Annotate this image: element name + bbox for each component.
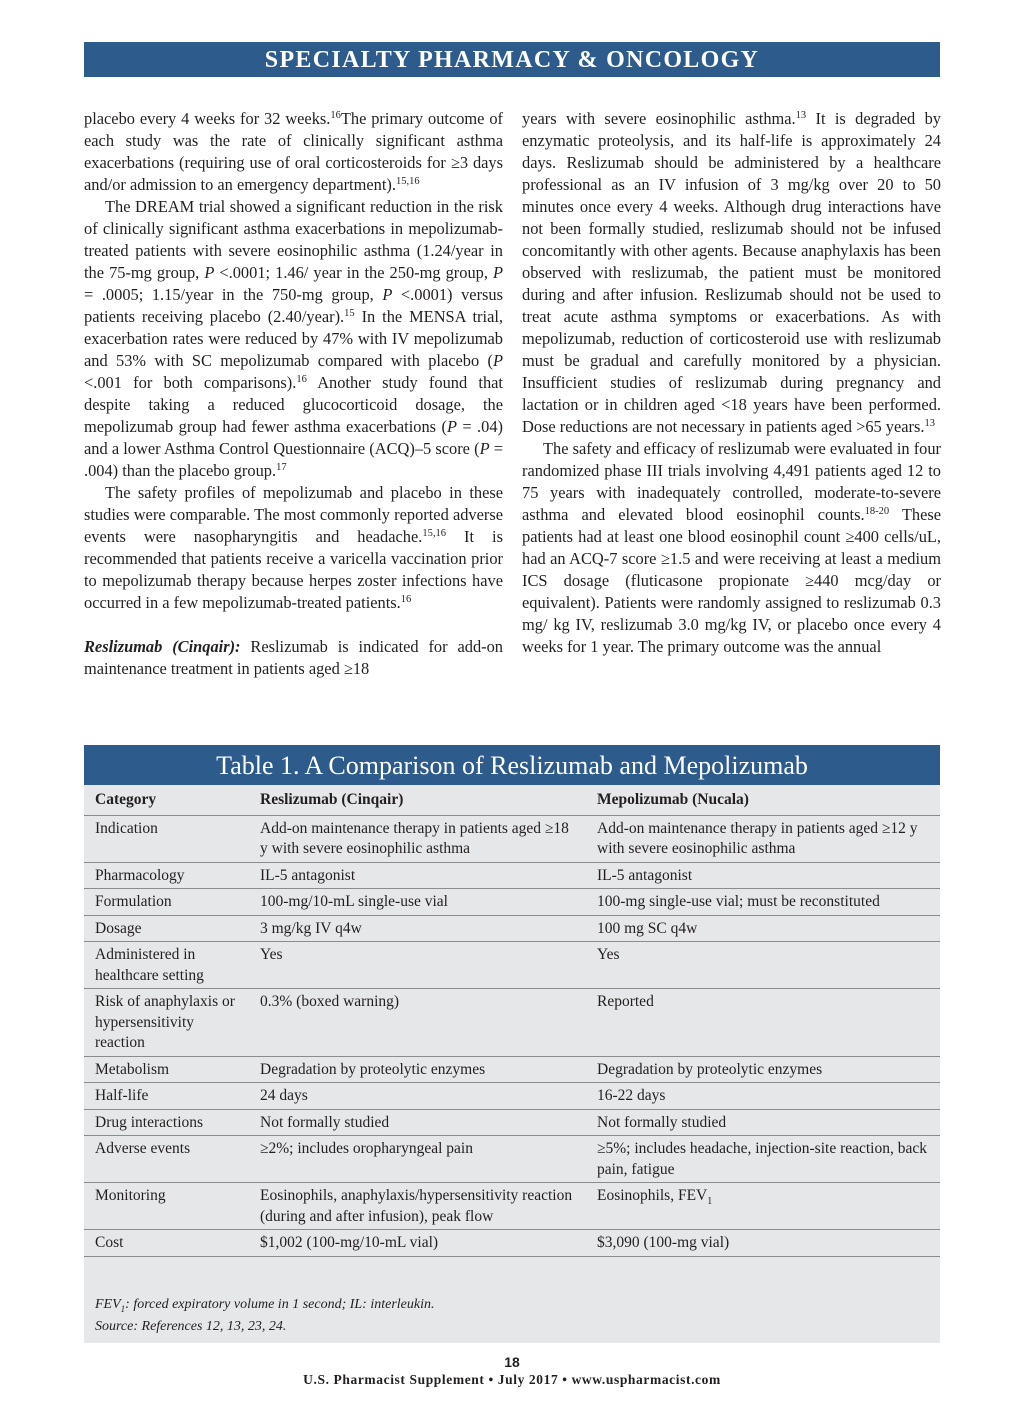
table-title: Table 1. A Comparison of Reslizumab and Mepolizumab (84, 745, 940, 785)
table-row: Formulation 100-mg/10-mL single-use vial 100-mg single-use vial; must be reconstituted (84, 889, 940, 916)
comparison-table (84, 785, 940, 1257)
section-banner (84, 42, 940, 77)
table-row: Monitoring Eosinophils, anaphylaxis/hypersensitivity reaction (during and after infusion), peak flow Eosinophils, $FEV_1$ (84, 1183, 940, 1230)
table-footnote: $FEV_1$: forced expiratory volume in 1 second; IL: interleukin. Source: References 12, 13, 23, 24. (95, 1297, 435, 1334)
comparison-table-box (84, 745, 940, 1343)
left-paragraph-2: The DREAM trial showed a significant reduction in the risk of clinically significant asthma exacerbations in mepolizumab-treated patients with severe eosinophilic asthma (1.24/year in the 75-mg group, P <.0001; 1.46/ year in the 250-mg group, P = .0005; 1.15/year in the 750-mg group, P <.0001) versus patients receiving placebo (2.40/year).$^{15}$ In the MENSA trial, exacerbation rates were reduced by 47% with IV mepolizumab and 53% with SC mepolizumab compared with placebo (P <.001 for both comparisons).$^{16}$ Another study found that despite taking a reduced glucocorticoid dosage, the mepolizumab group had fewer asthma exacerbations (P = .04) and a lower Asthma Control Questionnaire (ACQ)–5 score (P = .004) than the placebo group.$^{17}$ (84, 197, 504, 480)
header-mepolizumab: Mepolizumab (Nucala) (597, 791, 749, 808)
right-paragraph-2: The safety and efficacy of reslizumab were evaluated in four randomized phase III trials involving 4,491 patients aged 12 to 75 years with inadequately controlled, moderate-to-severe asthma and elevated blood eosinophil counts.$^{18-20}$ These patients had at least one blood eosinophil count ≥400 cells/uL, had an ACQ-7 score ≥1.5 and were receiving at least a medium ICS dosage (fluticasone propionate ≥440 mcg/day or equivalent). Patients were randomly assigned to reslizumab 0.3 mg/ kg IV, reslizumab 3.0 mg/kg IV, or placebo once every 4 weeks for 1 year. The primary outcome was the annual (522, 439, 942, 656)
left-paragraph-1: placebo every 4 weeks for 32 weeks.$^{16}$The primary outcome of each study was the rate of clinically significant asthma exacerbations (requiring use of oral corticosteroids for ≥3 days and/or admission to an emergency department).$^{15,16}$ (84, 109, 503, 194)
table-row: Adverse events ≥2%; includes oropharyngeal pain ≥5%; includes headache, injection-site reaction, back pain, fatigue (84, 1136, 940, 1183)
left-paragraph-4: Reslizumab (Cinqair): Reslizumab is indicated for add-on maintenance treatment in patients aged ≥18 (84, 637, 503, 678)
page-number: 18 (504, 1354, 520, 1370)
right-paragraph-1: years with severe eosinophilic asthma.$^{13}$ It is degraded by enzymatic proteolysis, and its half-life is approximately 24 days. Reslizumab should be administered by a healthcare professional as an IV infusion of 3 mg/kg over 20 to 50 minutes once every 4 weeks. Although drug interactions have not been formally studied, reslizumab should not be infused concomitantly with other agents. Because anaphylaxis has been observed with reslizumab, the patient must be monitored during and after infusion. Reslizumab should not be used to treat acute asthma symptoms or exacerbations. As with mepolizumab, reduction of corticosteroid use with reslizumab must be gradual and carefully monitored by a physician. Insufficient studies of reslizumab during pregnancy and lactation or in children aged <18 years have been performed. Dose reductions are not necessary in patients aged >65 years.$^{13}$ (522, 109, 941, 436)
section-title: SPECIALTY PHARMACY & ONCOLOGY (264, 47, 760, 73)
table-row: Cost $1,002 (100-mg/10-mL vial) $3,090 (100-mg vial) (84, 1230, 940, 1257)
header-reslizumab: Reslizumab (Cinqair) (260, 791, 404, 808)
table-row: Pharmacology IL-5 antagonist IL-5 antagonist (84, 862, 940, 889)
right-text-column (522, 108, 941, 658)
table-row: Drug interactions Not formally studied Not formally studied (84, 1109, 940, 1136)
table-row: Administered in healthcare setting Yes Yes (84, 942, 940, 989)
table-header-row (84, 785, 940, 815)
reslizumab-heading: Reslizumab (Cinqair): (84, 637, 241, 656)
table-row: Metabolism Degradation by proteolytic enzymes Degradation by proteolytic enzymes (84, 1056, 940, 1083)
table-row: Indication Add-on maintenance therapy in patients aged ≥18 y with severe eosinophilic asthma Add-on maintenance therapy in patients aged ≥12 y with severe eosinophilic asthma (84, 815, 940, 862)
table-row: Risk of anaphylaxis or hypersensitivity reaction 0.3% (boxed warning) Reported (84, 989, 940, 1057)
left-text-column (84, 108, 503, 680)
table-row: Dosage 3 mg/kg IV q4w 100 mg SC q4w (84, 915, 940, 942)
publication-footer: U.S. Pharmacist Supplement • July 2017 • www.uspharmacist.com (303, 1372, 721, 1387)
header-category: Category (95, 791, 157, 808)
left-paragraph-3: The safety profiles of mepolizumab and placebo in these studies were comparable. The most commonly reported adverse events were nasopharyngitis and headache.$^{15,16}$ It is recommended that patients receive a varicella vaccination prior to mepolizumab therapy because herpes zoster infections have occurred in a few mepolizumab-treated patients.$^{16}$ (84, 483, 503, 612)
table-row: Half-life 24 days 16-22 days (84, 1083, 940, 1110)
